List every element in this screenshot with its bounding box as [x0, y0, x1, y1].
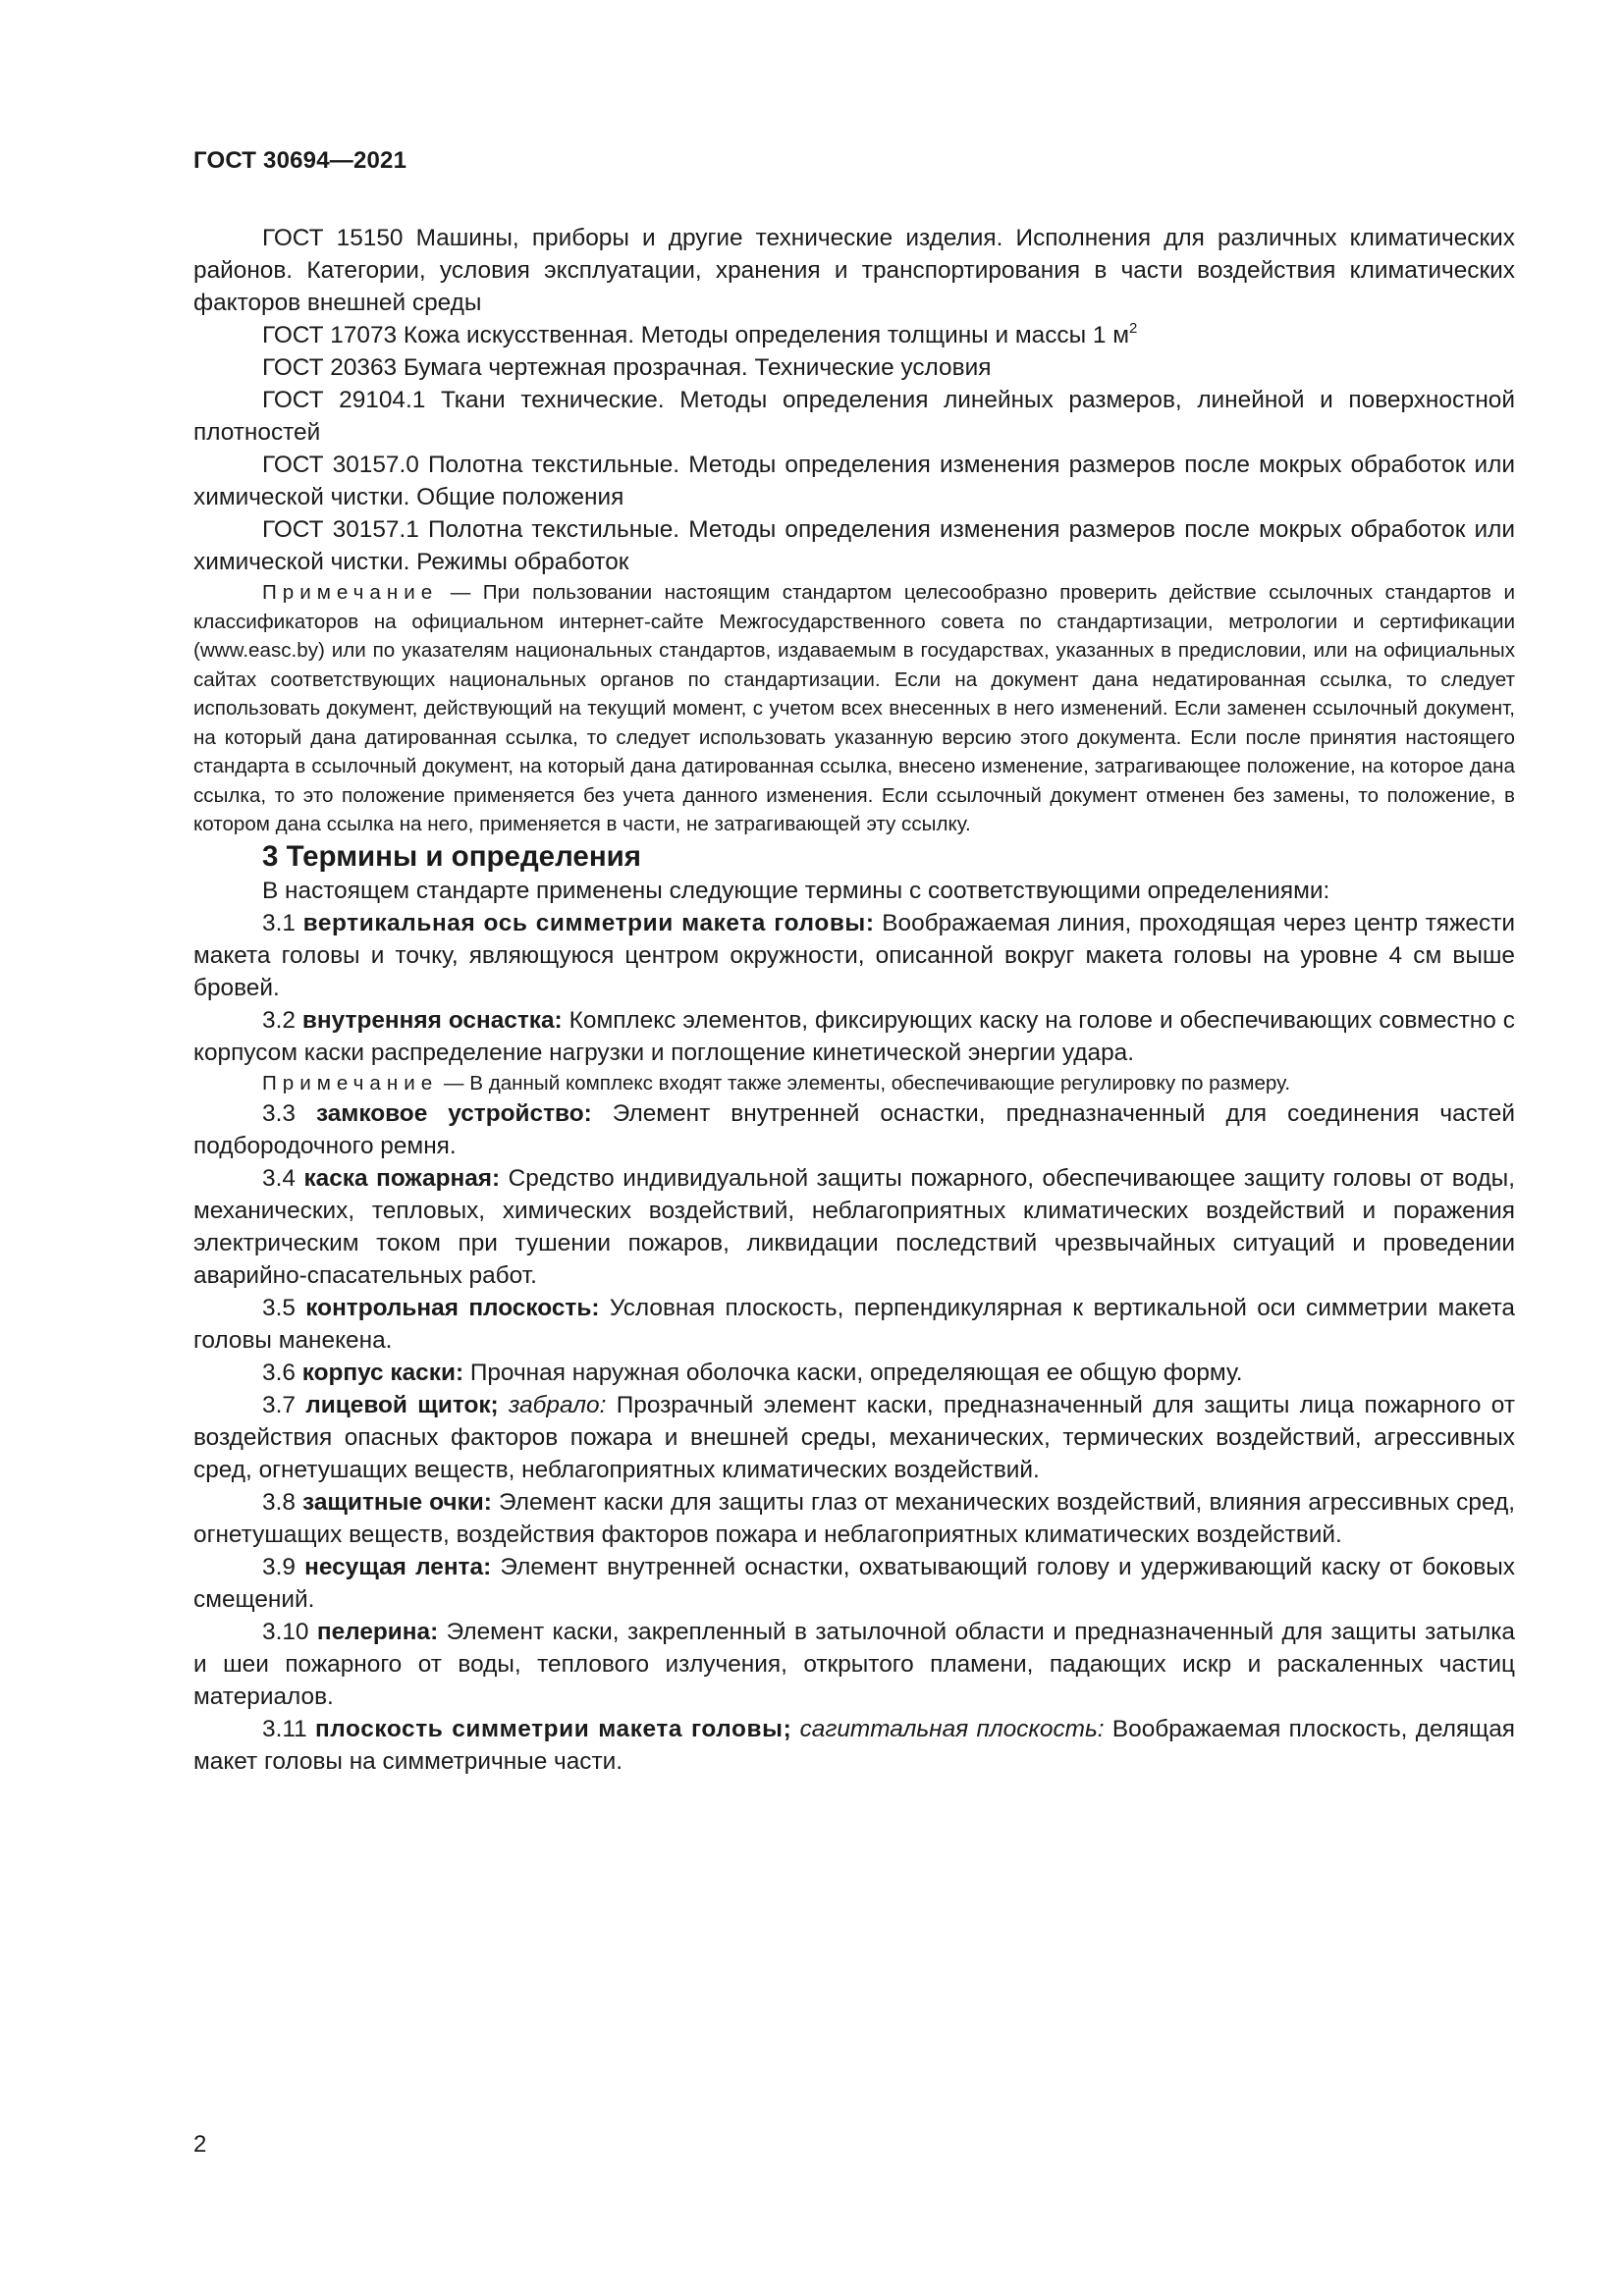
reference-text: ГОСТ 17073 Кожа искусственная. Методы определения толщины и массы 1 м: [262, 322, 1130, 348]
reference-item: ГОСТ 30157.0 Полотна текстильные. Методы определения изменения размеров после мокрых обработок или химической чистки. Общие положения: [193, 452, 1515, 510]
reference-item: ГОСТ 30157.1 Полотна текстильные. Методы определения изменения размеров после мокрых обработок или химической чистки. Режимы обработок: [193, 516, 1515, 575]
document-header: ГОСТ 30694—2021: [193, 147, 407, 174]
term-entry: [193, 1389, 1515, 1486]
term-name: вертикальная ось симметрии макета головы:: [302, 909, 875, 936]
term-name: контрольная плоскость:: [305, 1295, 600, 1321]
term-number: 3.10: [262, 1619, 317, 1645]
term-synonym: сагиттальная плоскость:: [791, 1716, 1105, 1742]
term-number: 3.8: [262, 1489, 303, 1516]
reference-item: ГОСТ 20363 Бумага чертежная прозрачная. Технические условия: [262, 354, 992, 381]
term-name: каска пожарная:: [303, 1165, 501, 1192]
term-name: внутренняя оснастка:: [301, 1006, 563, 1034]
term-entry: [193, 1551, 1515, 1616]
term-name: корпус каски:: [301, 1360, 464, 1386]
term-number: 3.7: [262, 1392, 306, 1418]
note-label: Примечание: [262, 1071, 439, 1095]
term-name: лицевой щиток;: [305, 1392, 499, 1418]
note-term: [193, 1069, 1515, 1098]
term-entry: [193, 1162, 1515, 1292]
section-intro: В настоящем стандарте применены следующие термины с соответствующими определениями:: [262, 877, 1330, 904]
term-number: 3.9: [262, 1554, 305, 1580]
term-definition: Средство индивидуальной защиты пожарного, обеспечивающее защиту головы от воды, механических, тепловых, химических воздействий, неблагоприятных климатических воздействий и поражения электрическим током при тушении пожаров, ликвидации последствий чрезвычайных ситуаций и проведении аварийно-спасательных работ.: [193, 1165, 1515, 1289]
reference-item: ГОСТ 29104.1 Ткани технические. Методы определения линейных размеров, линейной и поверхностной плотностей: [193, 387, 1515, 446]
term-entry: [193, 1004, 1515, 1069]
reference-item: [193, 319, 1515, 351]
term-entry: [193, 1292, 1515, 1357]
term-entry: [193, 1357, 1515, 1389]
term-entry: [193, 1097, 1515, 1162]
term-number: 3.11: [262, 1716, 315, 1742]
term-definition: Элемент внутренней оснастки, охватывающий голову и удерживающий каску от боковых смещений.: [193, 1554, 1515, 1613]
term-number: 3.5: [262, 1295, 306, 1321]
term-name: замковое устройство:: [315, 1100, 592, 1127]
term-name: плоскость симметрии макета головы;: [314, 1716, 792, 1742]
term-entry: [193, 1713, 1515, 1778]
term-definition: Воображаемая линия, проходящая через центр тяжести макета головы и точку, являющуюся центром окружности, описанной вокруг макета головы на уровне 4 см выше бровей.: [193, 909, 1515, 1001]
term-definition: Прозрачный элемент каски, предназначенный для защиты лица пожарного от воздействия опасных факторов пожара и внешней среды, механических, термических воздействий, агрессивных сред, огнетушащих веществ, неблагоприятных климатических воздействий.: [193, 1392, 1515, 1483]
note-label: Примечание: [262, 581, 439, 604]
term-definition: Условная плоскость, перпендикулярная к вертикальной оси симметрии макета головы манекена.: [193, 1295, 1515, 1354]
note-text: — В данный комплекс входят также элементы, обеспечивающие регулировку по размеру.: [438, 1071, 1291, 1095]
document-body: [193, 222, 1515, 1778]
term-definition: Элемент каски, закрепленный в затылочной области и предназначенный для защиты затылка и шеи пожарного от воды, теплового излучения, открытого пламени, падающих искр и раскаленных частиц материалов.: [193, 1619, 1515, 1710]
note-references: [193, 578, 1515, 839]
term-number: 3.4: [262, 1165, 304, 1192]
superscript: 2: [1129, 320, 1138, 337]
term-entry: [193, 1486, 1515, 1551]
term-name: защитные очки:: [302, 1489, 492, 1516]
term-definition: Прочная наружная оболочка каски, определяющая ее общую форму.: [463, 1360, 1243, 1386]
term-definition: Элемент каски для защиты глаз от механических воздействий, влияния агрессивных сред, огнетушащих веществ, воздействия факторов пожара и неблагоприятных климатических воздействий.: [193, 1489, 1515, 1548]
term-number: 3.6: [262, 1360, 302, 1386]
term-entry: [193, 907, 1515, 1004]
term-definition: Элемент внутренней оснастки, предназначенный для соединения частей подбородочного ремня.: [193, 1100, 1515, 1159]
term-definition: Воображаемая плоскость, делящая макет головы на симметричные части.: [193, 1716, 1516, 1775]
section-title: 3 Термины и определения: [262, 839, 642, 873]
term-number: 3.1: [262, 909, 303, 936]
term-name: несущая лента:: [304, 1554, 492, 1580]
term-synonym: забрало:: [498, 1392, 607, 1418]
note-text: — При пользовании настоящим стандартом целесообразно проверить действие ссылочных стандартов и классификаторов на официальном интернет-сайте Межгосударственного совета по стандартизации, метрологии и сертификации (www.easc.by) или по указателям национальных стандартов, издаваемым в государствах, указанных в предисловии, или на официальных сайтах соответствующих национальных органов по стандартизации. Если на документ дана недатированная ссылка, то следует использовать документ, действующий на текущий момент, с учетом всех внесенных в него изменений. Если заменен ссылочный документ, на который дана датированная ссылка, то следует использовать указанную версию этого документа. Если после принятия настоящего стандарта в ссылочный документ, на который дана датированная ссылка, внесено изменение, затрагивающее положение, на которое дана ссылка, то это положение применяется без учета данного изменения. Если ссылочный документ отменен без замены, то положение, в котором дана ссылка на него, применяется в части, не затрагивающей эту ссылку.: [193, 581, 1515, 835]
term-number: 3.2: [262, 1006, 302, 1034]
term-number: 3.3: [262, 1100, 316, 1127]
term-entry: [193, 1616, 1515, 1713]
term-name: пелерина:: [316, 1619, 439, 1645]
reference-item: ГОСТ 15150 Машины, приборы и другие технические изделия. Исполнения для различных климатических районов. Категории, условия эксплуатации, хранения и транспортирования в части воздействия климатических факторов внешней среды: [193, 225, 1515, 316]
term-definition: Комплекс элементов, фиксирующих каску на голове и обеспечивающих совместно с корпусом каски распределение нагрузки и поглощение кинетической энергии удара.: [193, 1006, 1515, 1066]
page-number: 2: [193, 2131, 207, 2158]
